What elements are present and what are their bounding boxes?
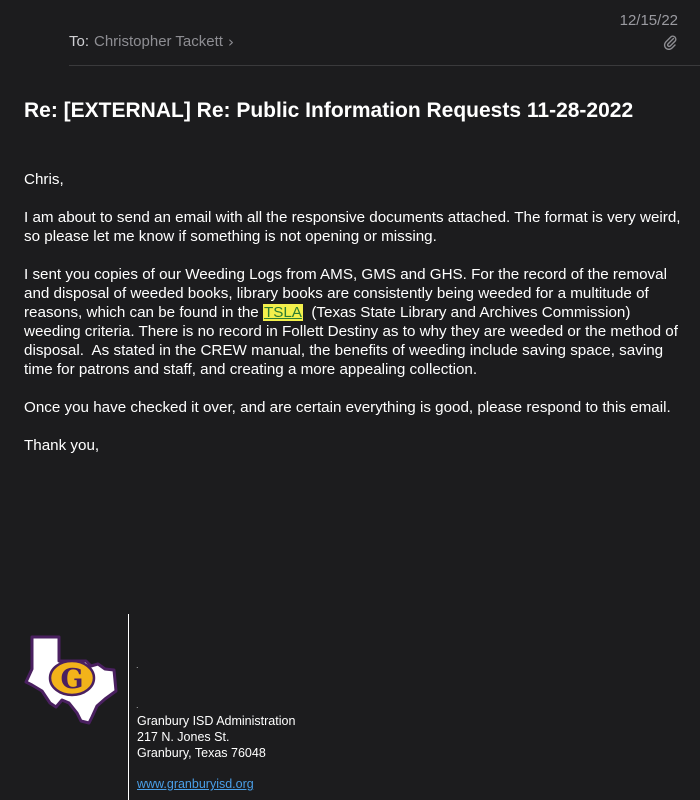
email-body bbox=[24, 170, 684, 474]
signature-block bbox=[137, 713, 295, 792]
to-label: To: bbox=[69, 33, 90, 50]
chevron-right-icon[interactable]: › bbox=[228, 33, 234, 51]
signature-divider bbox=[128, 614, 129, 800]
email-header bbox=[0, 0, 700, 66]
email-subject: Re: [EXTERNAL] Re: Public Information Requests 11-28-2022 bbox=[24, 99, 634, 122]
signature-org: Granbury ISD Administration bbox=[137, 714, 296, 728]
signature-street: 217 N. Jones St. bbox=[137, 730, 230, 744]
email-date: 12/15/22 bbox=[619, 12, 678, 29]
paragraph-2-after: (Texas State Library and Archives Commission) weeding criteria. There is no record in Follett Destiny as to why they are weeded or the method of disposal. As stated in the CREW manual, the benefits of weeding include saving space, saving time for patrons and staff, and creating a more appealing collection. bbox=[24, 304, 683, 378]
signature-city: Granbury, Texas 76048 bbox=[137, 746, 266, 760]
paragraph-2-before: I sent you copies of our Weeding Logs from AMS, GMS and GHS. For the record of the removal and disposal of weeded books, library books are consistently being weeded for a multitude of reasons, which can be found in the bbox=[24, 266, 667, 321]
greeting: Chris, bbox=[24, 171, 64, 188]
signature-dot: . bbox=[136, 660, 139, 670]
paragraph-3: Once you have checked it over, and are certain everything is good, please respond to this email. bbox=[24, 399, 671, 416]
paperclip-icon bbox=[662, 34, 678, 50]
signature-dot: . bbox=[136, 700, 139, 710]
paragraph-2 bbox=[24, 265, 684, 379]
tsla-link[interactable]: TSLA bbox=[263, 304, 302, 321]
signature-website-link[interactable]: www.granburyisd.org bbox=[137, 777, 254, 791]
paragraph-1: I am about to send an email with all the responsive documents attached. The format is very weird, so please let me know if something is not opening or missing. bbox=[24, 209, 681, 245]
recipient-name[interactable]: Christopher Tackett bbox=[94, 33, 223, 50]
logo-letter: G bbox=[60, 664, 84, 695]
header-divider bbox=[69, 65, 700, 66]
closing: Thank you, bbox=[24, 437, 100, 454]
granbury-texas-logo-icon bbox=[22, 633, 120, 725]
